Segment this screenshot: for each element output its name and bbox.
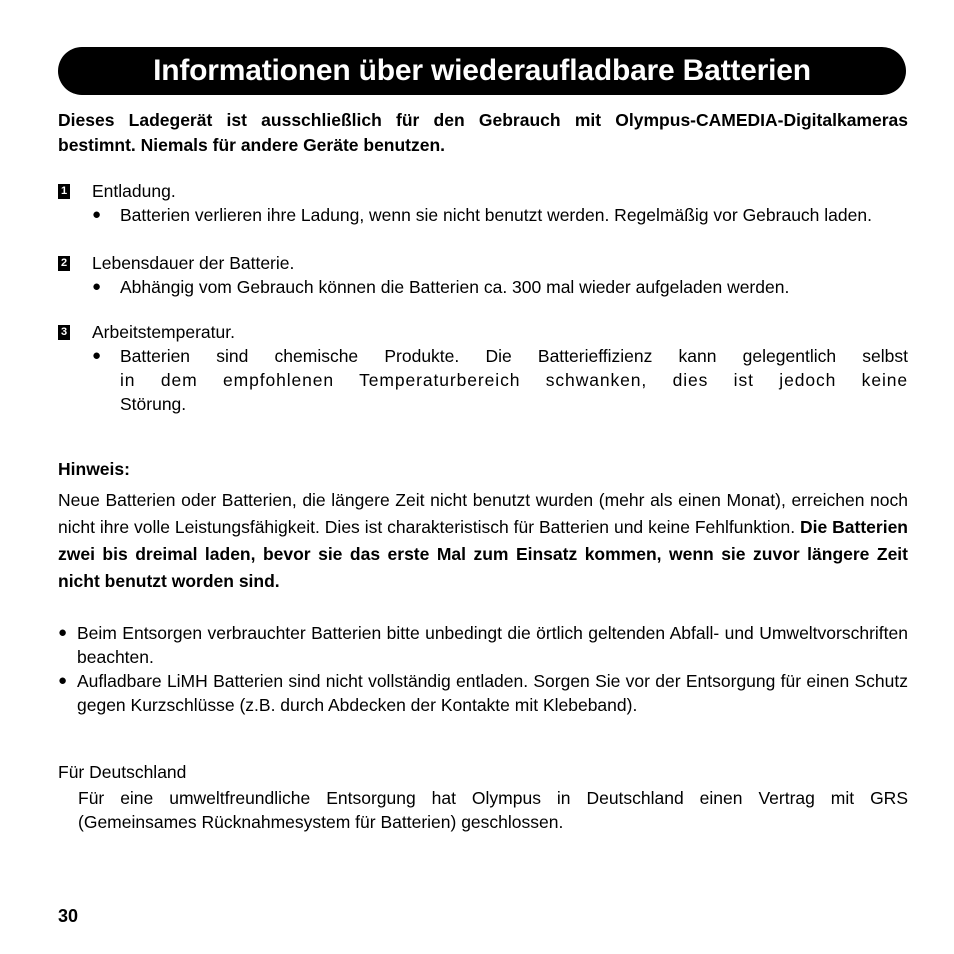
- list-item: [58, 669, 908, 717]
- note-body-emphasis: Die Batterien zwei bis dreimal laden, bevor sie das erste Mal zum Einsatz kommen, wenn sie zuvor längere Zeit nicht benutzt worden sind.: [58, 517, 908, 591]
- item-bullet-line: Störung.: [120, 394, 187, 414]
- note-body: [58, 487, 908, 595]
- germany-label: Für Deutschland: [58, 762, 187, 782]
- bullet-icon: ●: [92, 347, 102, 364]
- item-bullet-text: Abhängig vom Gebrauch können die Batterien ca. 300 mal wieder aufgeladen werden.: [120, 277, 790, 297]
- note-bullet-text: Aufladbare LiMH Batterien sind nicht vollständig entladen. Sorgen Sie vor der Entsorgung für einen Schutz gegen Kurzschlüsse (z.B. durch Abdecken der Kontakte mit Klebeband).: [77, 671, 908, 715]
- list-item-temperature: [58, 320, 908, 416]
- germany-text: Für eine umweltfreundliche Entsorgung hat Olympus in Deutschland einen Vertrag mit GRS (Gemeinsames Rücknahmesystem für Batterien) geschlossen.: [78, 788, 908, 832]
- note-body-text: Neue Batterien oder Batterien, die längere Zeit nicht benutzt wurden (mehr als einen Monat), erreichen noch nicht ihre volle Leistungsfähigkeit. Dies ist charakteristisch für Batterien und keine Fehlfunktion.: [58, 490, 908, 537]
- bullet-icon: ●: [58, 624, 68, 641]
- page-title: Informationen über wiederaufladbare Batterien: [153, 54, 811, 87]
- list-item: [58, 621, 908, 669]
- number-badge: 1: [58, 184, 70, 199]
- item-bullet-text: Batterien verlieren ihre Ladung, wenn sie nicht benutzt werden. Regelmäßig vor Gebrauch laden.: [120, 205, 872, 225]
- number-badge: 2: [58, 256, 70, 271]
- number-badge: 3: [58, 325, 70, 340]
- title-bar: [58, 47, 906, 95]
- item-bullet-line: Batterien sind chemische Produkte. Die Batterieffizienz kann gelegentlich selbst: [120, 346, 908, 366]
- note-bullet-text: Beim Entsorgen verbrauchter Batterien bitte unbedingt die örtlich geltenden Abfall- und Umweltvorschriften beachten.: [77, 623, 908, 667]
- item-heading: Arbeitstemperatur.: [92, 322, 235, 342]
- note-heading: Hinweis:: [58, 459, 130, 479]
- page-number: 30: [58, 906, 79, 926]
- bullet-icon: ●: [58, 672, 68, 689]
- note-bullet-list: [58, 621, 908, 717]
- bullet-icon: ●: [92, 206, 102, 223]
- item-heading: Entladung.: [92, 181, 176, 201]
- item-heading: Lebensdauer der Batterie.: [92, 253, 295, 273]
- bullet-icon: ●: [92, 278, 102, 295]
- item-bullet-line: in dem empfohlenen Temperaturbereich schwanken, dies ist jedoch keine: [120, 370, 908, 390]
- list-item-battery-life: [58, 251, 908, 299]
- intro-text: Dieses Ladegerät ist ausschließlich für den Gebrauch mit Olympus-CAMEDIA-Digitalkameras bestimnt. Niemals für andere Geräte benutzen.: [58, 110, 908, 155]
- list-item-discharge: [58, 179, 908, 227]
